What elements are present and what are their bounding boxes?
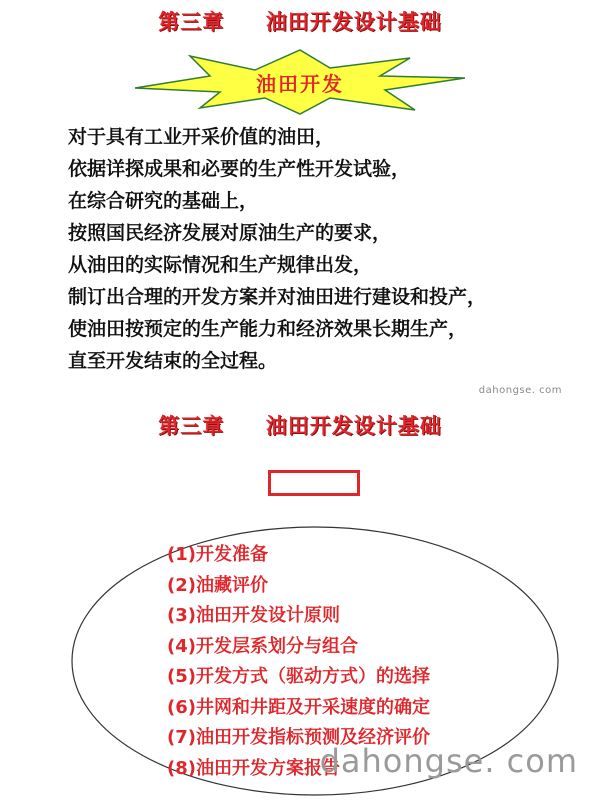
list-item: (7)油田开发指标预测及经济评价 — [167, 727, 430, 748]
text-line: 对于具有工业开采价值的油田， — [68, 126, 335, 148]
list-item: (2)油藏评价 — [167, 574, 268, 596]
list-item: (5)开发方式（驱动方式）的选择 — [167, 666, 430, 687]
watermark-small: dahongse. com — [478, 385, 562, 396]
chapter-title: 第三章 油田开发设计基础 — [158, 10, 442, 34]
text-line: 按照国民经济发展对原油生产的要求， — [68, 222, 392, 244]
star-label: 油田开发 — [256, 72, 344, 96]
list-item: (8)油田开发方案报告 — [167, 757, 340, 779]
definition-text — [68, 121, 486, 377]
list-item: (3)油田开发设计原则 — [167, 605, 340, 626]
slide-2 — [0, 400, 600, 800]
list-item: (4)开发层系划分与组合 — [167, 635, 358, 657]
text-line: 依据详探成果和必要的生产性开发试验， — [68, 158, 411, 180]
text-line: 制订出合理的开发方案并对油田进行建设和投产， — [68, 286, 487, 308]
text-line: 使油田按预定的生产能力和经济效果长期生产， — [68, 318, 468, 340]
text-line: 直至开发结束的全过程。 — [68, 350, 278, 372]
text-line: 在综合研究的基础上， — [68, 190, 259, 212]
chapter-title: 第三章 油田开发设计基础 — [158, 414, 442, 438]
empty-red-box — [268, 470, 360, 496]
list-item: (1)开发准备 — [167, 544, 268, 565]
watermark-large: dahongse. com — [319, 742, 578, 780]
list-item: (6)井网和井距及开采速度的确定 — [167, 696, 430, 718]
text-line: 从油田的实际情况和生产规律出发， — [68, 254, 373, 276]
